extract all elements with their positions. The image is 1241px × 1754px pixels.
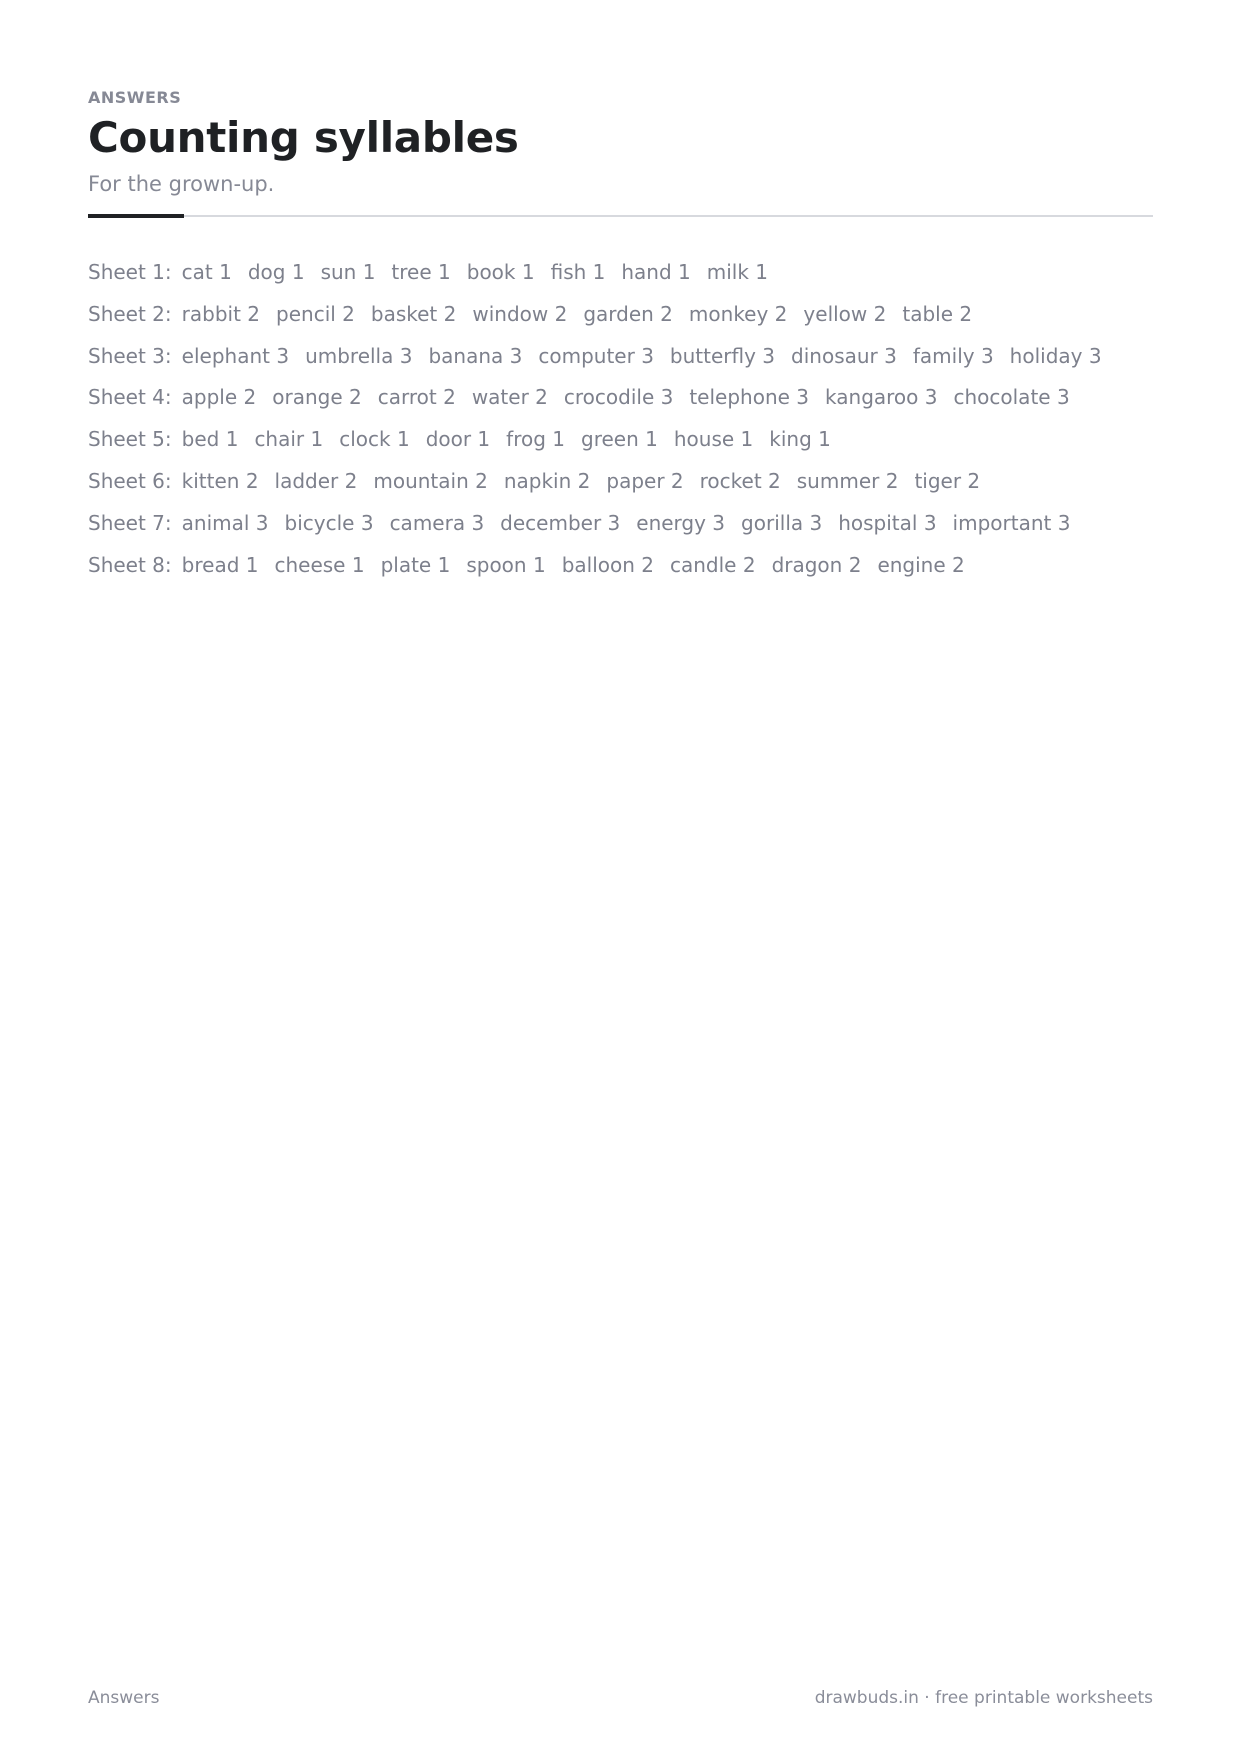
- footer-label: Answers: [88, 1688, 160, 1708]
- sheet-label: Sheet 8:: [88, 552, 172, 577]
- answer-item: chair 1: [254, 427, 324, 452]
- answer-page: [88, 0, 1153, 1754]
- answer-item: ladder 2: [274, 468, 358, 493]
- sheet-label: Sheet 6:: [88, 468, 172, 493]
- answer-item: table 2: [902, 301, 973, 326]
- answer-item: orange 2: [272, 385, 362, 410]
- answer-item: pencil 2: [276, 301, 355, 326]
- sheet-label: Sheet 2:: [88, 301, 172, 326]
- answer-item: bread 1: [181, 552, 259, 577]
- answer-row-sheet-5: [88, 424, 1153, 466]
- answer-item: sun 1: [320, 260, 376, 284]
- header-divider: [88, 215, 1153, 217]
- header-divider-accent: [88, 214, 184, 218]
- answer-item: gorilla 3: [741, 510, 823, 535]
- answer-item: spoon 1: [466, 552, 546, 577]
- answer-row-sheet-4: [88, 382, 1153, 424]
- sheet-label: Sheet 7:: [88, 510, 172, 535]
- answer-item: king 1: [769, 427, 831, 452]
- sheet-label: Sheet 3:: [88, 343, 172, 368]
- answer-item: dog 1: [247, 260, 305, 284]
- answer-item: computer 3: [538, 343, 654, 368]
- answer-item: hospital 3: [838, 510, 937, 535]
- answer-row-sheet-2: [88, 299, 1153, 341]
- answer-item: telephone 3: [689, 385, 810, 410]
- answer-item: kitten 2: [181, 468, 259, 493]
- answer-item: yellow 2: [803, 301, 887, 326]
- answer-item: energy 3: [636, 510, 726, 535]
- answer-item: important 3: [952, 510, 1071, 535]
- answer-item: cheese 1: [274, 552, 365, 577]
- answer-item: animal 3: [181, 510, 269, 535]
- answer-item: plate 1: [380, 552, 451, 577]
- answer-item: frog 1: [506, 427, 566, 452]
- answer-item: dinosaur 3: [791, 343, 897, 368]
- answer-item: apple 2: [181, 385, 257, 410]
- section-eyebrow: ANSWERS: [88, 88, 182, 107]
- answer-item: napkin 2: [503, 468, 591, 493]
- answer-item: butterfly 3: [669, 343, 776, 368]
- sheet-label: Sheet 1:: [88, 260, 172, 284]
- answer-item: december 3: [500, 510, 621, 535]
- answer-item: clock 1: [339, 427, 410, 452]
- answer-item: chocolate 3: [953, 385, 1070, 410]
- answer-item: paper 2: [606, 468, 684, 493]
- answer-item: candle 2: [669, 552, 756, 577]
- answer-item: engine 2: [877, 552, 965, 577]
- answer-item: basket 2: [370, 301, 457, 326]
- sheet-label: Sheet 4:: [88, 385, 172, 410]
- answer-item: cat 1: [181, 260, 232, 284]
- answer-item: bed 1: [181, 427, 239, 452]
- answer-item: banana 3: [428, 343, 523, 368]
- answer-item: rabbit 2: [181, 301, 261, 326]
- answer-row-sheet-8: [88, 550, 1153, 592]
- answer-item: water 2: [471, 385, 548, 410]
- answer-item: window 2: [472, 301, 568, 326]
- answer-item: bicycle 3: [284, 510, 374, 535]
- footer-site: drawbuds.in · free printable worksheets: [814, 1688, 1153, 1708]
- answer-item: monkey 2: [688, 301, 788, 326]
- answer-item: dragon 2: [771, 552, 862, 577]
- answer-item: mountain 2: [373, 468, 488, 493]
- answer-item: camera 3: [389, 510, 485, 535]
- sheet-label: Sheet 5:: [88, 427, 172, 452]
- answer-item: hand 1: [621, 260, 691, 284]
- answer-item: umbrella 3: [305, 343, 413, 368]
- answer-item: holiday 3: [1009, 343, 1102, 368]
- answer-item: elephant 3: [181, 343, 290, 368]
- answer-item: crocodile 3: [563, 385, 674, 410]
- page-title: Counting syllables: [88, 113, 519, 162]
- answer-item: family 3: [912, 343, 994, 368]
- page-subtitle: For the grown-up.: [88, 172, 275, 196]
- answer-item: garden 2: [583, 301, 673, 326]
- answer-item: balloon 2: [561, 552, 654, 577]
- answer-item: book 1: [466, 260, 535, 284]
- answer-item: milk 1: [706, 260, 769, 284]
- answer-row-sheet-3: [88, 341, 1153, 383]
- answer-item: carrot 2: [377, 385, 456, 410]
- answer-item: house 1: [673, 427, 754, 452]
- answer-list: [88, 257, 1153, 591]
- answer-item: summer 2: [796, 468, 899, 493]
- answer-row-sheet-6: [88, 466, 1153, 508]
- answer-item: tree 1: [391, 260, 451, 284]
- answer-item: door 1: [425, 427, 491, 452]
- answer-item: fish 1: [550, 260, 606, 284]
- answer-item: rocket 2: [699, 468, 781, 493]
- answer-row-sheet-7: [88, 508, 1153, 550]
- answer-item: green 1: [581, 427, 658, 452]
- answer-item: kangaroo 3: [825, 385, 938, 410]
- answer-row-sheet-1: [88, 257, 1153, 299]
- answer-item: tiger 2: [914, 468, 981, 493]
